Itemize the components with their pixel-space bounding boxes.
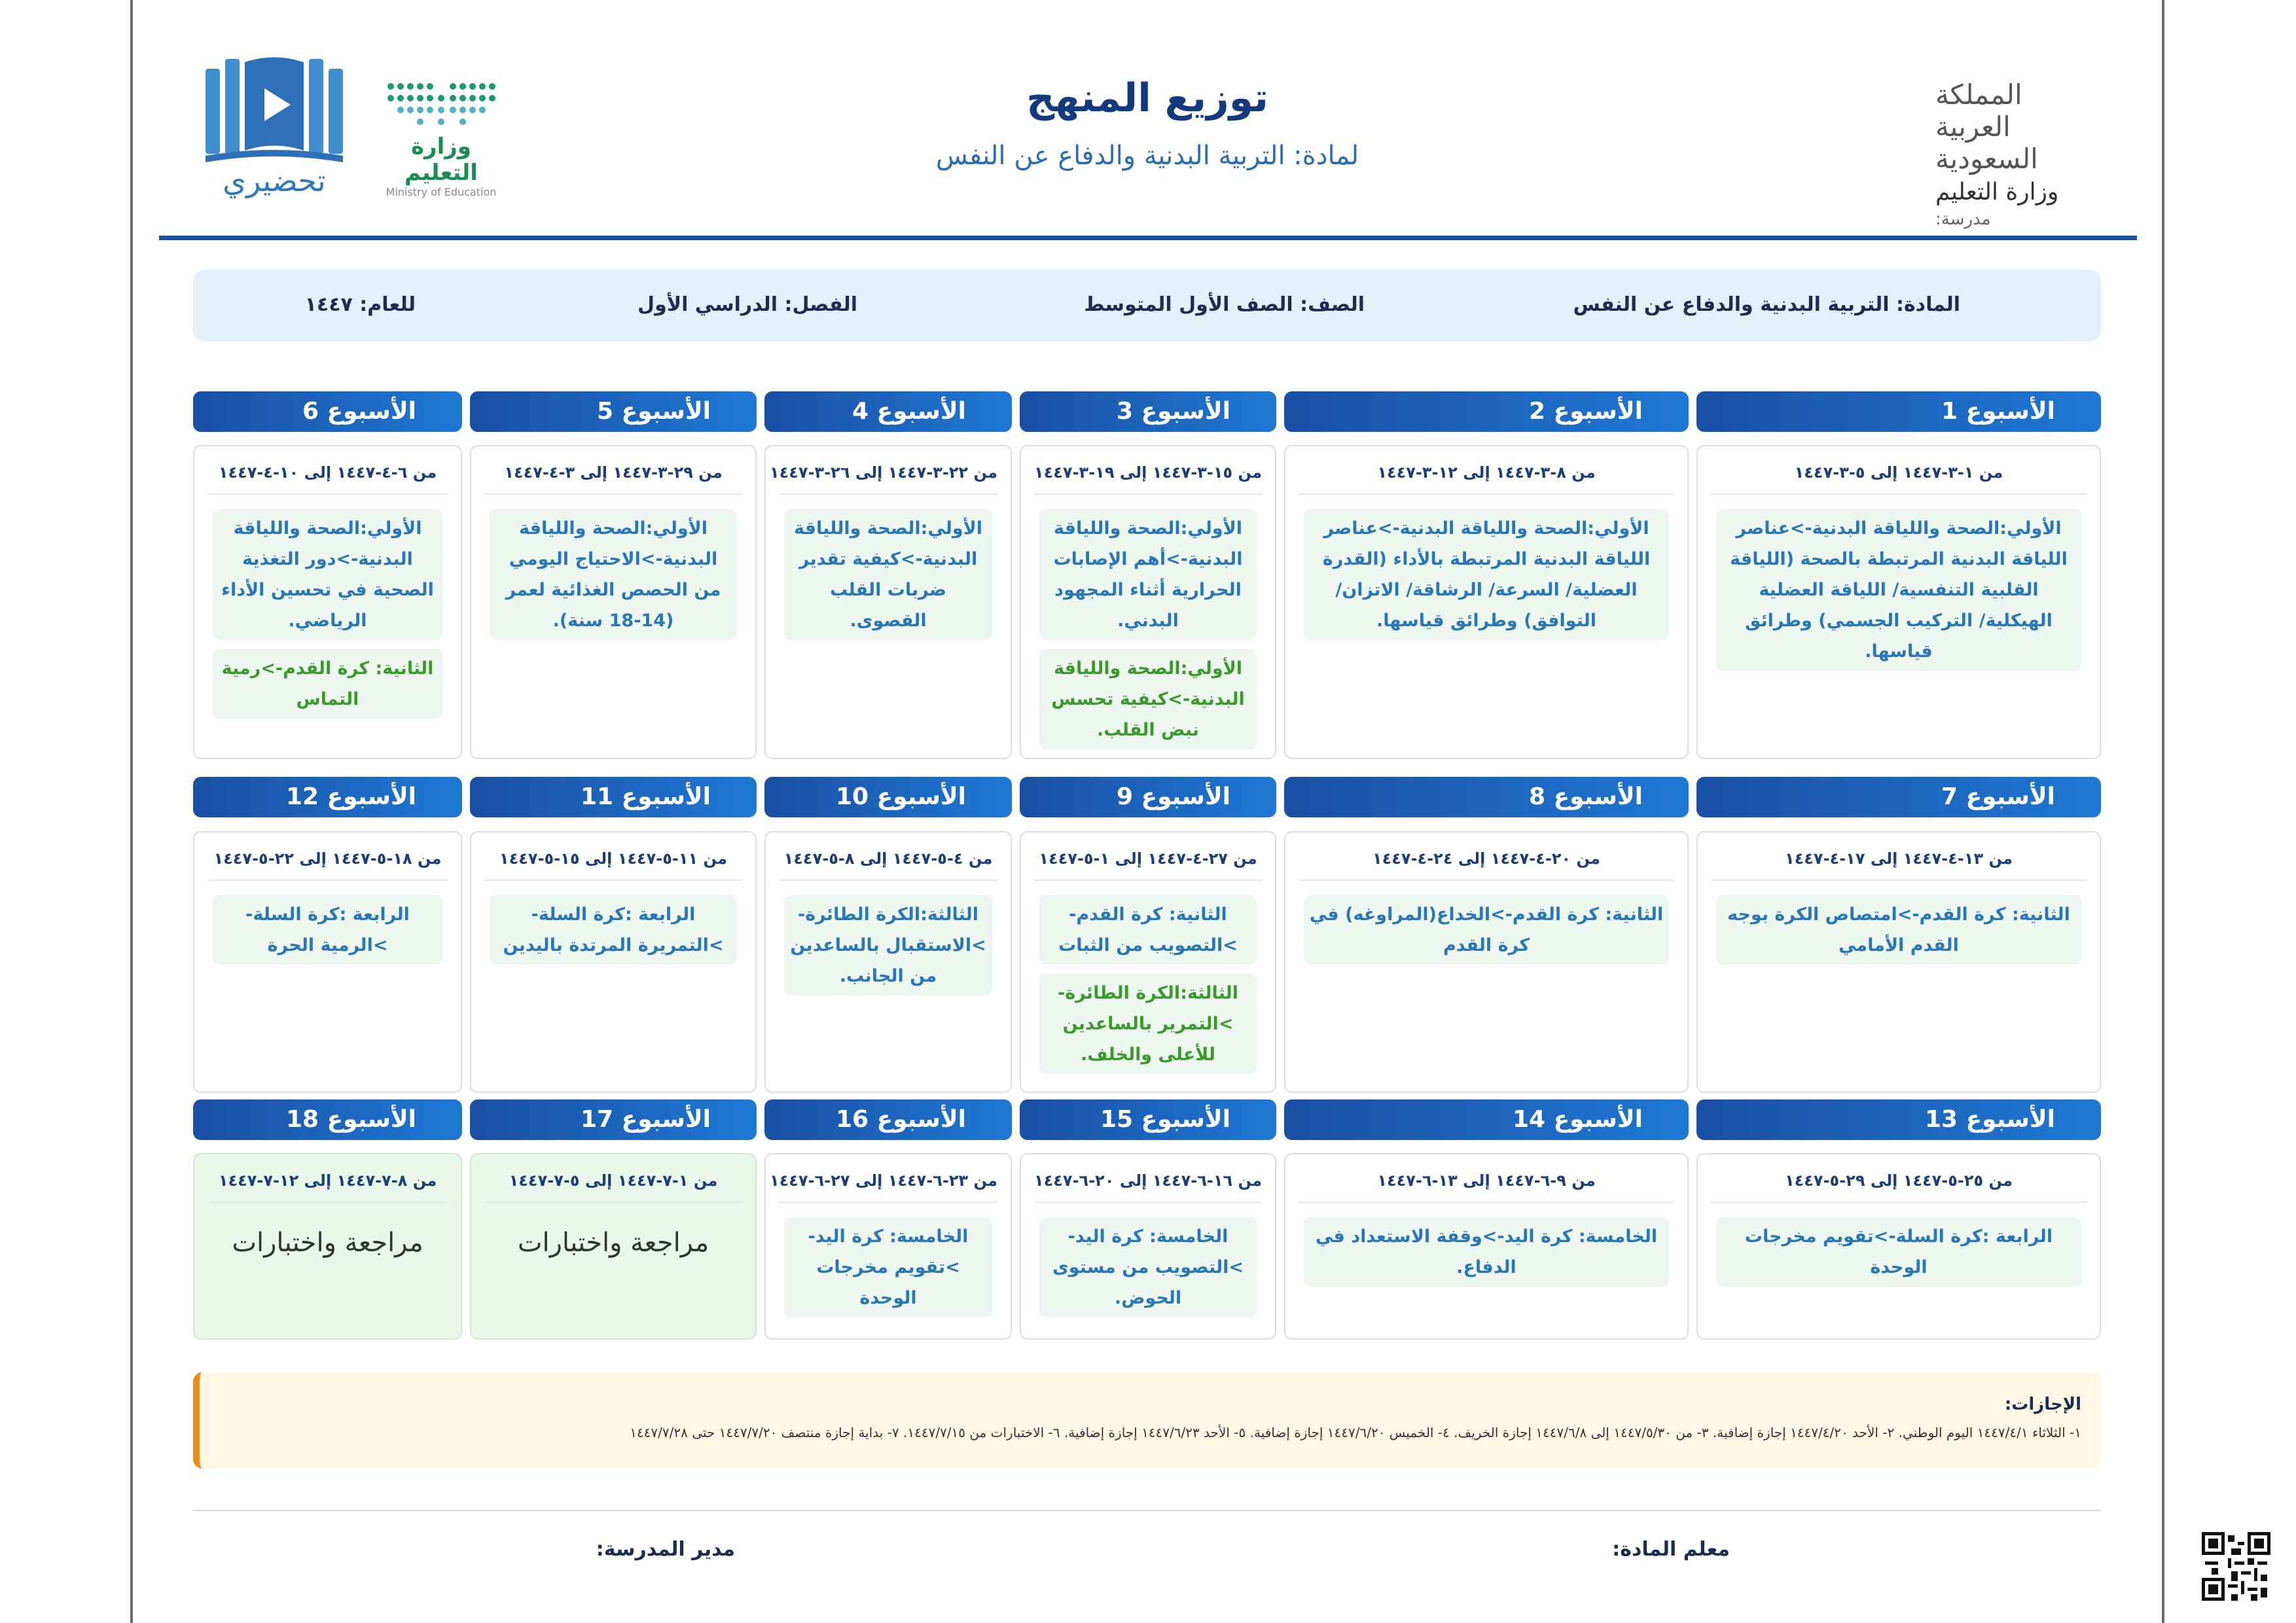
week-dates: من ٢٥-٥-١٤٤٧ إلى ٢٩-٥-١٤٤٧ (1711, 1171, 2087, 1203)
lesson-item: الثانية: كرة القدم->التصويب من الثبات (1039, 895, 1257, 965)
lesson-item: الثالثة:الكرة الطائرة->الاستقبال بالساعدين من الجانب. (784, 895, 992, 995)
info-bar (193, 270, 2101, 342)
week-dates: من ٨-٣-١٤٤٧ إلى ١٢-٣-١٤٤٧ (1299, 463, 1674, 495)
week-dates: من ١-٣-١٤٤٧ إلى ٥-٣-١٤٤٧ (1711, 463, 2087, 495)
week-card (1284, 1153, 1689, 1340)
week-header: الأسبوع 14 (1284, 1099, 1689, 1140)
info-semester: الفصل: الدراسي الأول (637, 293, 857, 316)
moe-logo (376, 79, 507, 198)
week-header: الأسبوع 10 (764, 777, 1012, 817)
week-card (1696, 1153, 2101, 1340)
week-dates: من ١-٧-١٤٤٧ إلى ٥-٧-١٤٤٧ (484, 1171, 742, 1203)
week-card (764, 831, 1012, 1093)
week-dates: من ٢٧-٤-١٤٤٧ إلى ١-٥-١٤٤٧ (1034, 849, 1262, 881)
kingdom-emblem (1935, 79, 2106, 229)
page-subtitle: لمادة: التربية البدنية والدفاع عن النفس (935, 141, 1359, 171)
lesson-list (1304, 1217, 1669, 1296)
week-card (764, 445, 1012, 759)
week-dates: من ٢٣-٦-١٤٤٧ إلى ٢٧-٦-١٤٤٧ (779, 1171, 997, 1203)
info-subject: المادة: التربية البدنية والدفاع عن النفس (1573, 293, 1960, 316)
lesson-list (784, 509, 992, 649)
week-card (470, 831, 757, 1093)
holidays-title: الإجازات: (2004, 1395, 2081, 1414)
week-dates: من ٢٩-٣-١٤٤٧ إلى ٣-٤-١٤٤٧ (484, 463, 742, 495)
week-card (1020, 445, 1276, 759)
moe-dots-icon (384, 79, 499, 131)
lesson-item: الأولي:الصحة واللياقة البدنية->عناصر اللياقة البدنية المرتبطة بالصحة (اللياقة القلبية التنفسية/ اللياقة العضلية الهيكلية/ التركيب الجسمي) وطرائق قياسها. (1716, 509, 2081, 671)
week-card (1284, 445, 1689, 759)
week-card (1696, 831, 2101, 1093)
review-label: مراجعة واختبارات (517, 1228, 709, 1258)
lesson-item: الثالثة:الكرة الطائرة->التمرير بالساعدين للأعلى والخلف. (1039, 974, 1257, 1074)
lesson-list (1716, 895, 2081, 974)
lesson-item: الأولي:الصحة واللياقة البدنية->كيفية تحسس نبض القلب. (1039, 649, 1257, 749)
week-dates: من ٦-٤-١٤٤٧ إلى ١٠-٤-١٤٤٧ (207, 463, 448, 495)
week-header: الأسبوع 17 (470, 1099, 757, 1140)
week-header: الأسبوع 4 (764, 391, 1012, 432)
week-header: الأسبوع 15 (1020, 1099, 1276, 1140)
week-card (1020, 1153, 1276, 1340)
week-dates: من ١١-٥-١٤٤٧ إلى ١٥-٥-١٤٤٧ (484, 849, 742, 881)
lesson-list (1716, 509, 2081, 680)
week-dates: من ٢٠-٤-١٤٤٧ إلى ٢٤-٤-١٤٤٧ (1299, 849, 1674, 881)
week-header: الأسبوع 11 (470, 777, 757, 817)
kingdom-ministry: وزارة التعليم (1935, 179, 2059, 205)
week-header: الأسبوع 16 (764, 1099, 1012, 1140)
header-divider (159, 236, 2137, 240)
week-card (470, 445, 757, 759)
week-card (193, 831, 462, 1093)
lesson-list (1039, 1217, 1257, 1327)
moe-logo-arabic: وزارة التعليم (404, 134, 478, 186)
lesson-list (490, 509, 737, 649)
footer-divider (193, 1510, 2101, 1511)
holidays-box (193, 1372, 2101, 1469)
lesson-item: الثانية: كرة القدم->الخداع(المراوغه) في كرة القدم (1304, 895, 1669, 965)
info-year: للعام: ١٤٤٧ (304, 293, 416, 316)
lesson-list (784, 1217, 992, 1327)
lesson-item: الأولي:الصحة واللياقة البدنية->أهم الإصابات الحرارية أثناء المجهود البدني. (1039, 509, 1257, 640)
principal-signature-label: مدير المدرسة: (596, 1538, 735, 1561)
week-card (193, 445, 462, 759)
week-card (470, 1153, 757, 1340)
lesson-list (213, 509, 442, 728)
week-dates: من ١٦-٦-١٤٤٧ إلى ٢٠-٦-١٤٤٧ (1034, 1171, 1262, 1203)
qr-code-icon (2202, 1532, 2270, 1601)
school-label: مدرسة: (1935, 209, 1991, 229)
week-card (1284, 831, 1689, 1093)
week-header: الأسبوع 13 (1696, 1099, 2101, 1140)
teacher-signature-label: معلم المادة: (1612, 1538, 1730, 1561)
week-header: الأسبوع 5 (470, 391, 757, 432)
moe-logo-english: Ministry of Education (386, 186, 497, 198)
lesson-list (1716, 1217, 2081, 1296)
week-header: الأسبوع 1 (1696, 391, 2101, 432)
book-play-icon (199, 52, 350, 167)
week-header: الأسبوع 6 (193, 391, 462, 432)
week-header: الأسبوع 9 (1020, 777, 1276, 817)
holidays-text: ١- الثلاثاء ١٤٤٧/٤/١ اليوم الوطني. ٢- الأحد ١٤٤٧/٤/٢٠ إجازة إضافية. ٣- من ١٤٤٧/٥/٣٠ إلى ١٤٤٧/٦/٨ إجازة الخريف. ٤- الخميس ١٤٤٧/٦/٢٠ إجازة إضافية. ٥- الأحد ١٤٤٧/٦/٢٣ إجازة إضافية. ٦- الاختبارات من ١٤٤٧/٧/١٥. ٧- بداية إجازة منتصف ١٤٤٧/٧/٢٠ حتى ١٤٤٧/٧/٢٨ (630, 1425, 2081, 1440)
lesson-item: الخامسة: كرة اليد->تقويم مخرجات الوحدة (784, 1217, 992, 1317)
week-dates: من ١٥-٣-١٤٤٧ إلى ١٩-٣-١٤٤٧ (1034, 463, 1262, 495)
lesson-item: الخامسة: كرة اليد->وقفة الاستعداد في الدفاع. (1304, 1217, 1669, 1287)
lesson-item: الأولي:الصحة واللياقة البدنية->كيفية تقدير ضربات القلب القصوى. (784, 509, 992, 640)
info-grade: الصف: الصف الأول المتوسط (1084, 293, 1365, 316)
lesson-list (1039, 509, 1257, 758)
lesson-item: الرابعة :كرة السلة->التمريرة المرتدة باليدين (490, 895, 737, 965)
lesson-item: الرابعة :كرة السلة->الرمية الحرة (213, 895, 442, 965)
lesson-list (1304, 895, 1669, 974)
lesson-item: الثانية: كرة القدم->رمية التماس (213, 649, 442, 719)
week-header: الأسبوع 2 (1284, 391, 1689, 432)
week-header: الأسبوع 7 (1696, 777, 2101, 817)
week-dates: من ١٨-٥-١٤٤٧ إلى ٢٢-٥-١٤٤٧ (207, 849, 448, 881)
kingdom-name: المملكة العربية السعودية (1935, 79, 2038, 175)
week-header: الأسبوع 18 (193, 1099, 462, 1140)
lesson-item: الثانية: كرة القدم->امتصاص الكرة بوجه القدم الأمامي (1716, 895, 2081, 965)
page-header (130, 0, 2164, 242)
lesson-list (213, 895, 442, 974)
review-label: مراجعة واختبارات (232, 1228, 423, 1258)
week-card (193, 1153, 462, 1340)
lesson-list (1039, 895, 1257, 1083)
brand-logo-text: تحضيري (223, 163, 326, 198)
week-card (764, 1153, 1012, 1340)
lesson-list (784, 895, 992, 1005)
week-dates: من ٩-٦-١٤٤٧ إلى ١٣-٦-١٤٤٧ (1299, 1171, 1674, 1203)
week-header: الأسبوع 3 (1020, 391, 1276, 432)
week-card (1020, 831, 1276, 1093)
lesson-item: الأولي:الصحة واللياقة البدنية->الاحتياج اليومي من الحصص الغذائية لعمر (14-18 سنة). (490, 509, 737, 640)
lesson-item: الأولي:الصحة واللياقة البدنية->دور التغذية الصحية في تحسين الأداء الرياضي. (213, 509, 442, 640)
week-card (1696, 445, 2101, 759)
lesson-item: الخامسة: كرة اليد->التصويب من مستوى الحوض. (1039, 1217, 1257, 1317)
week-header: الأسبوع 12 (193, 777, 462, 817)
page-title: توزيع المنهج (1026, 75, 1268, 121)
week-dates: من ٨-٧-١٤٤٧ إلى ١٢-٧-١٤٤٧ (207, 1171, 448, 1203)
week-dates: من ٤-٥-١٤٤٧ إلى ٨-٥-١٤٤٧ (779, 849, 997, 881)
lesson-item: الأولي:الصحة واللياقة البدنية->عناصر اللياقة البدنية المرتبطة بالأداء (القدرة العضلية/ السرعة/ الرشاقة/ الاتزان/ التوافق) وطرائق قياسها. (1304, 509, 1669, 640)
lesson-list (490, 895, 737, 974)
lesson-item: الرابعة :كرة السلة->تقويم مخرجات الوحدة (1716, 1217, 2081, 1287)
brand-logo (196, 52, 353, 198)
week-dates: من ١٣-٤-١٤٤٧ إلى ١٧-٤-١٤٤٧ (1711, 849, 2087, 881)
week-header: الأسبوع 8 (1284, 777, 1689, 817)
lesson-list (1304, 509, 1669, 649)
week-dates: من ٢٢-٣-١٤٤٧ إلى ٢٦-٣-١٤٤٧ (779, 463, 997, 495)
